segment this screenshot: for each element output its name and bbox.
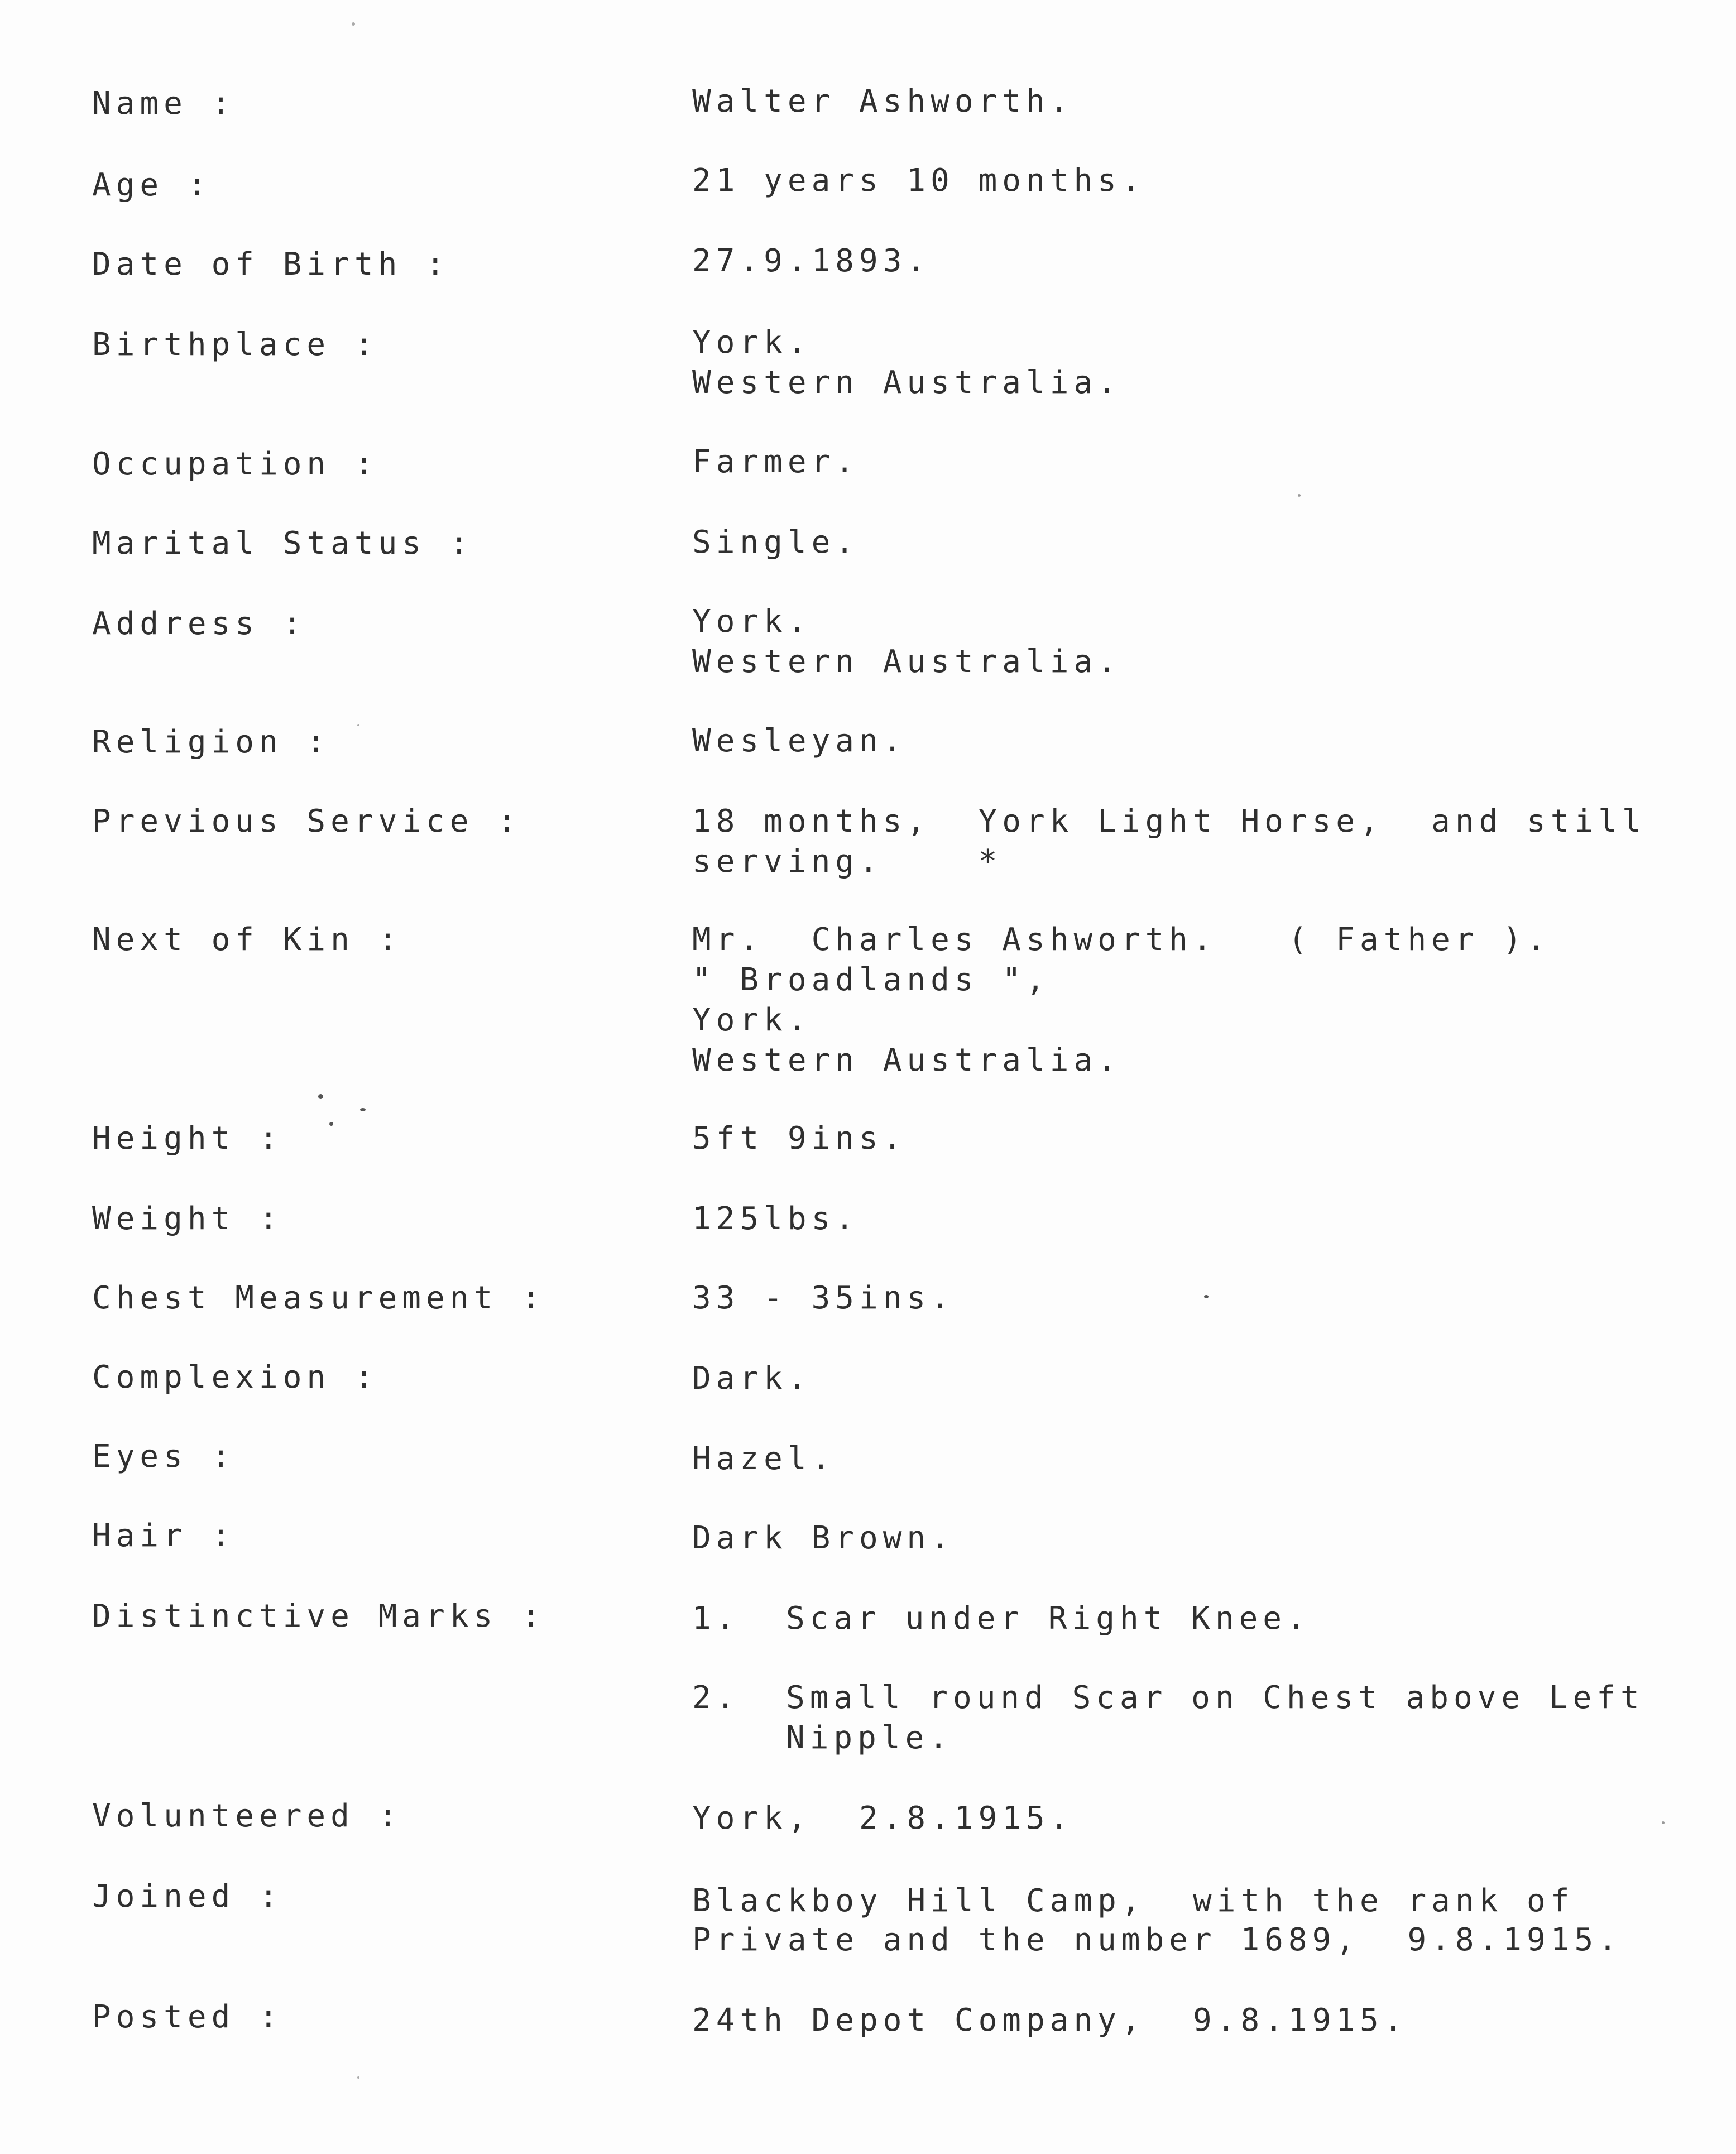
joined-value-line-2: Private and the number 1689, 9.8.1915. <box>692 1922 1622 1958</box>
eyes-label: Eyes : <box>92 1438 236 1475</box>
age-label: Age : <box>92 167 212 203</box>
next-of-kin-value-line-2: " Broadlands ", <box>692 962 1050 998</box>
distinctive-marks-item-2-line-2: Nipple. <box>786 1720 953 1756</box>
distinctive-marks-number-1: 1. <box>692 1600 740 1637</box>
address-value-line-1: York. <box>692 603 812 640</box>
volunteered-value: York, 2.8.1915. <box>692 1800 1074 1836</box>
distinctive-marks-number-2: 2. <box>692 1680 740 1716</box>
previous-service-label: Previous Service : <box>92 803 521 839</box>
height-label: Height : <box>92 1120 283 1157</box>
next-of-kin-value-line-4: Western Australia. <box>692 1042 1121 1078</box>
birthplace-value-line-2: Western Australia. <box>692 364 1121 401</box>
scan-speck <box>357 724 359 726</box>
dob-value: 27.9.1893. <box>692 243 931 279</box>
dob-label: Date of Birth : <box>92 246 450 282</box>
hair-label: Hair : <box>92 1518 236 1554</box>
next-of-kin-value-line-1: Mr. Charles Ashworth. ( Father ). <box>692 922 1551 958</box>
weight-value: 125lbs. <box>692 1201 860 1237</box>
religion-value: Wesleyan. <box>692 723 907 759</box>
name-value: Walter Ashworth. <box>692 83 1074 119</box>
scan-speck <box>1298 494 1301 497</box>
weight-label: Weight : <box>92 1201 283 1237</box>
marital-status-value: Single. <box>692 524 860 560</box>
address-value-line-2: Western Australia. <box>692 644 1121 680</box>
birthplace-value-line-1: York. <box>692 324 812 361</box>
height-value: 5ft 9ins. <box>692 1120 907 1157</box>
eyes-value: Hazel. <box>692 1441 836 1477</box>
scan-speck <box>329 1122 333 1126</box>
complexion-value: Dark. <box>692 1360 812 1397</box>
religion-label: Religion : <box>92 724 331 760</box>
posted-label: Posted : <box>92 1999 283 2035</box>
scan-speck <box>318 1094 323 1099</box>
previous-service-value-line-2: serving. * <box>692 843 1003 880</box>
posted-value: 24th Depot Company, 9.8.1915. <box>692 2002 1408 2038</box>
hair-value: Dark Brown. <box>692 1520 955 1556</box>
distinctive-marks-item-2-line-1: Small round Scar on Chest above Left <box>786 1680 1644 1716</box>
name-label: Name : <box>92 85 236 122</box>
next-of-kin-label: Next of Kin : <box>92 922 402 958</box>
age-value: 21 years 10 months. <box>692 162 1145 199</box>
joined-value-line-1: Blackboy Hill Camp, with the rank of <box>692 1883 1575 1919</box>
scan-speck <box>357 2076 359 2079</box>
joined-label: Joined : <box>92 1878 283 1915</box>
previous-service-value-line-1: 18 months, York Light Horse, and still <box>692 803 1646 839</box>
distinctive-marks-item-1: Scar under Right Knee. <box>786 1600 1311 1637</box>
volunteered-label: Volunteered : <box>92 1798 402 1834</box>
marital-status-label: Marital Status : <box>92 525 474 562</box>
scan-speck <box>360 1108 366 1111</box>
address-label: Address : <box>92 606 307 642</box>
occupation-label: Occupation : <box>92 446 378 482</box>
chest-measurement-value: 33 - 35ins. <box>692 1280 955 1316</box>
complexion-label: Complexion : <box>92 1359 378 1395</box>
scan-speck <box>1204 1295 1209 1298</box>
chest-measurement-label: Chest Measurement : <box>92 1280 545 1316</box>
distinctive-marks-label: Distinctive Marks : <box>92 1598 545 1634</box>
occupation-value: Farmer. <box>692 444 860 480</box>
scan-speck <box>1662 1821 1665 1824</box>
scan-speck <box>352 22 355 26</box>
next-of-kin-value-line-3: York. <box>692 1002 812 1038</box>
birthplace-label: Birthplace : <box>92 327 378 363</box>
